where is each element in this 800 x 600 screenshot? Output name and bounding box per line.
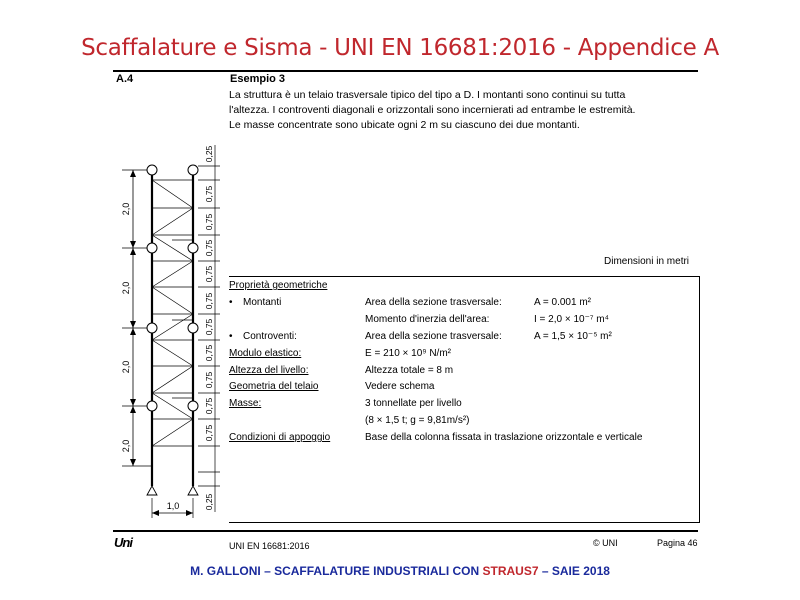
right-dim-label: 0,75 <box>204 213 214 231</box>
section-number: A.4 <box>116 73 134 85</box>
right-dim-label: 0,75 <box>204 344 214 362</box>
right-dim-label: 0,75 <box>204 318 214 336</box>
right-dim-label: 0,75 <box>204 239 214 257</box>
bottom-dim-label: 1,0 <box>166 501 180 511</box>
credit-text: – SAIE 2018 <box>538 564 610 578</box>
property-value: E = 210 × 10⁹ N/m² <box>365 348 451 359</box>
standard-code: UNI EN 16681:2016 <box>229 541 310 551</box>
right-dim-label: 0,25 <box>204 493 214 511</box>
property-value: Vedere schema <box>365 381 435 392</box>
montanti-area-value: A = 0.001 m² <box>534 297 591 308</box>
right-dim-label: 0,75 <box>204 185 214 203</box>
montanti-inertia-value: I = 2,0 × 10⁻⁷ m⁴ <box>534 314 609 325</box>
property-label: Condizioni di appoggio <box>229 432 331 443</box>
left-dim-label: 2,0 <box>121 281 131 295</box>
bullet: • <box>229 297 233 308</box>
montanti-area-label: Area della sezione trasversale: <box>365 297 502 308</box>
credit-text: M. GALLONI – SCAFFALATURE INDUSTRIALI CON <box>190 564 483 578</box>
example-title: Esempio 3 <box>230 73 286 85</box>
controventi-label: Controventi: <box>243 331 297 342</box>
right-dim-label: 0,75 <box>204 424 214 442</box>
page-number: Pagina 46 <box>657 538 698 548</box>
description-line: La struttura è un telaio trasversale tipico del tipo a D. I montanti sono continui su tutta <box>229 89 626 101</box>
montanti-inertia-label: Momento d'inerzia dell'area: <box>365 314 490 325</box>
frame-drawing <box>0 140 230 520</box>
right-dim-label: 0,75 <box>204 397 214 415</box>
header-rule <box>113 70 698 72</box>
footer-rule <box>113 530 698 532</box>
slide-title: Scaffalature e Sisma - UNI EN 16681:2016 - Appendice A <box>81 35 719 61</box>
property-label: Altezza del livello: <box>229 365 309 376</box>
units-note: Dimensioni in metri <box>604 256 690 267</box>
property-label: Modulo elastico: <box>229 348 302 359</box>
uni-logo: Uni <box>114 535 132 550</box>
right-dim-label: 0,75 <box>204 265 214 283</box>
credit-highlight: STRAUS7 <box>482 564 539 578</box>
description <box>229 88 704 133</box>
property-value: Base della colonna fissata in traslazione orizzontale e verticale <box>365 432 643 443</box>
description-line: l'altezza. I controventi diagonali e orizzontali sono incernierati ad entrambe le estremità. <box>229 104 636 116</box>
description-line: Le masse concentrate sono ubicate ogni 2 m su ciascuno dei due montanti. <box>229 119 580 131</box>
left-dim-label: 2,0 <box>121 202 131 216</box>
controventi-area-value: A = 1,5 × 10⁻⁵ m² <box>534 331 612 342</box>
properties-heading: Proprietà geometriche <box>229 280 328 291</box>
property-label: Geometria del telaio <box>229 381 319 392</box>
right-dim-label: 0,75 <box>204 292 214 310</box>
left-dim-label: 2,0 <box>121 439 131 453</box>
property-value: 3 tonnellate per livello <box>365 398 462 409</box>
montanti-label: Montanti <box>243 297 282 308</box>
bullet: • <box>229 331 233 342</box>
controventi-area-label: Area della sezione trasversale: <box>365 331 502 342</box>
left-dim-label: 2,0 <box>121 360 131 374</box>
property-value: Altezza totale = 8 m <box>365 365 454 376</box>
credit-line <box>0 564 800 578</box>
copyright: © UNI <box>593 538 618 548</box>
right-dim-label: 0,25 <box>204 145 214 163</box>
right-dim-label: 0,75 <box>204 371 214 389</box>
property-label: Masse: <box>229 398 262 409</box>
property-value: (8 × 1,5 t; g = 9,81m/s²) <box>365 415 470 426</box>
